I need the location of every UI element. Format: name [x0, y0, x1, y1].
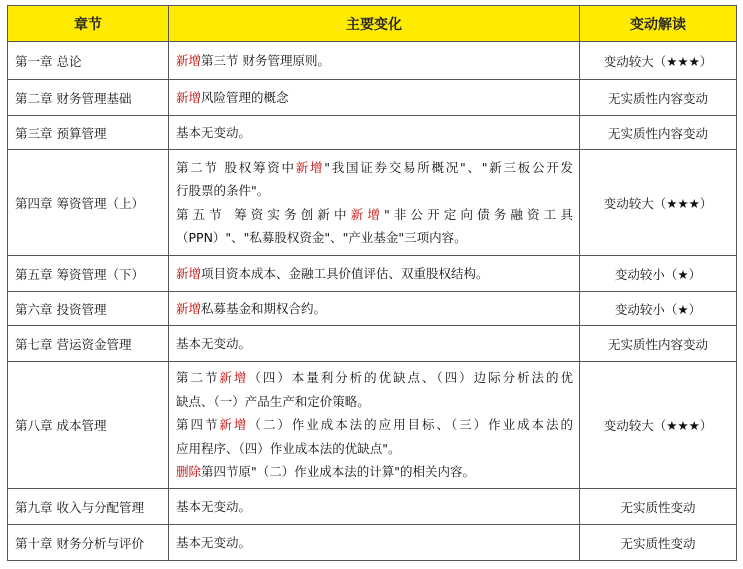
header-row: [8, 6, 737, 42]
table-row: [8, 326, 737, 362]
change-text: 私募基金和期权合约。: [201, 300, 327, 316]
table-row: [8, 80, 737, 116]
change-keyword: 新增: [350, 206, 384, 222]
table-row: [8, 42, 737, 80]
change-keyword: 新增: [219, 370, 249, 386]
assessment-cell: 无实质性变动: [580, 525, 737, 561]
change-cell: [169, 42, 580, 80]
change-line: [176, 531, 573, 555]
change-text: （四）本量利分析的优缺点、（四）边际分析法的优: [248, 370, 573, 386]
change-line: [176, 156, 573, 180]
header-assessment: 变动解读: [580, 6, 737, 42]
change-line: [176, 86, 573, 110]
syllabus-change-table: [7, 5, 737, 561]
change-text: "非公开定向债务融资工具: [384, 206, 573, 222]
table-row: [8, 362, 737, 489]
change-text: 第二节: [176, 370, 220, 386]
header-change: 主要变化: [169, 6, 580, 42]
change-cell: [169, 362, 580, 489]
chapter-cell: 第三章 预算管理: [8, 116, 169, 150]
change-line: [176, 49, 573, 73]
change-cell: [169, 80, 580, 116]
change-text: 第三节 财务管理原则。: [201, 52, 330, 68]
change-line: [176, 262, 573, 286]
change-text: （PPN）"、"私募股权资金"、"产业基金"三项内容。: [176, 230, 467, 245]
change-text: 第二节 股权筹资中: [176, 159, 296, 175]
chapter-cell: 第七章 营运资金管理: [8, 326, 169, 362]
change-cell: [169, 326, 580, 362]
chapter-cell: 第四章 筹资管理（上）: [8, 150, 169, 256]
change-text: 第四节: [176, 417, 220, 433]
change-text: 基本无变动。: [176, 335, 252, 351]
assessment-cell: 变动较大（★★★）: [580, 362, 737, 489]
change-keyword: 新增: [176, 300, 202, 316]
change-text: 应用程序、（四）作业成本法的优缺点"。: [176, 440, 401, 456]
change-line: [176, 460, 573, 484]
table-row: [8, 292, 737, 326]
change-keyword: 新增: [176, 89, 202, 105]
change-line: [176, 179, 573, 203]
change-line: [176, 437, 573, 461]
change-cell: [169, 489, 580, 525]
change-line: [176, 332, 573, 356]
table-row: [8, 525, 737, 561]
change-cell: [169, 256, 580, 292]
chapter-cell: 第六章 投资管理: [8, 292, 169, 326]
table-row: [8, 116, 737, 150]
change-keyword: 删除: [176, 464, 202, 480]
assessment-cell: 变动较小（★）: [580, 292, 737, 326]
header-chapter: 章节: [8, 6, 169, 42]
chapter-cell: 第二章 财务管理基础: [8, 80, 169, 116]
change-cell: [169, 116, 580, 150]
change-text: 项目资本成本、金融工具价值评估、双重股权结构。: [201, 265, 489, 281]
change-cell: [169, 292, 580, 326]
change-cell: [169, 525, 580, 561]
change-line: [176, 226, 573, 250]
assessment-cell: 变动较大（★★★）: [580, 150, 737, 256]
change-text: 风险管理的概念: [201, 89, 289, 105]
chapter-cell: 第九章 收入与分配管理: [8, 489, 169, 525]
change-keyword: 新增: [295, 159, 325, 175]
assessment-cell: 变动较小（★）: [580, 256, 737, 292]
change-text: 第五节 筹资实务创新中: [176, 206, 351, 222]
change-text: 缺点、（一）产品生产和定价策略。: [176, 393, 370, 409]
assessment-cell: 无实质性内容变动: [580, 80, 737, 116]
chapter-cell: 第八章 成本管理: [8, 362, 169, 489]
change-text: 基本无变动。: [176, 534, 252, 550]
table-row: [8, 256, 737, 292]
change-line: [176, 366, 573, 390]
change-text: 第四节原"（二）作业成本法的计算"的相关内容。: [201, 464, 476, 480]
change-line: [176, 297, 573, 321]
assessment-cell: 变动较大（★★★）: [580, 42, 737, 80]
change-text: 基本无变动。: [176, 498, 252, 514]
change-cell: [169, 150, 580, 256]
change-line: [176, 121, 573, 145]
change-text: "我国证券交易所概况"、"新三板公开发: [324, 159, 573, 175]
assessment-cell: 无实质性内容变动: [580, 116, 737, 150]
change-line: [176, 495, 573, 519]
chapter-cell: 第一章 总论: [8, 42, 169, 80]
change-text: 基本无变动。: [176, 124, 252, 140]
change-line: [176, 390, 573, 414]
assessment-cell: 无实质性内容变动: [580, 326, 737, 362]
change-text: 行股票的条件"。: [176, 183, 270, 198]
change-keyword: 新增: [176, 52, 202, 68]
table-body: [8, 42, 737, 561]
table-row: [8, 150, 737, 256]
chapter-cell: 第五章 筹资管理（下）: [8, 256, 169, 292]
change-line: [176, 413, 573, 437]
change-keyword: 新增: [176, 265, 202, 281]
chapter-cell: 第十章 财务分析与评价: [8, 525, 169, 561]
table-row: [8, 489, 737, 525]
change-text: （二）作业成本法的应用目标、（三）作业成本法的: [248, 417, 573, 433]
change-keyword: 新增: [219, 417, 249, 433]
change-line: [176, 203, 573, 227]
assessment-cell: 无实质性变动: [580, 489, 737, 525]
